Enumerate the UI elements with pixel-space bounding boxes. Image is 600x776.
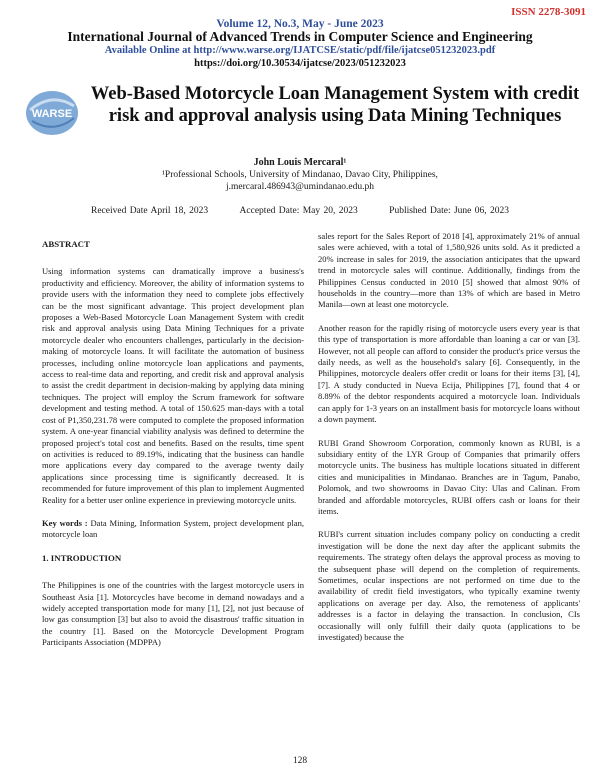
left-column — [42, 233, 304, 661]
paragraph: RUBI Grand Showroom Corporation, commonly known as RUBI, is a subsidiary entity of the LYR Group of Companies that primarily offers motorcycle units. The business has multiple locations situated in different cities and municipalities in Mindanao. Branches are in Tagum, Panabo, Polomok, and two showrooms in Davao City: Ulas and Calinan. From branded and affordable motorcycles, RUBI offers cash or loans for their items. — [318, 437, 580, 516]
logo-text: WARSE — [31, 108, 73, 120]
issn: ISSN 2278-3091 — [511, 6, 586, 18]
keywords-label: Key words : — [42, 517, 88, 528]
author-email: j.mercaral.486943@umindanao.edu.ph — [225, 182, 375, 192]
doi-link[interactable]: https://doi.org/10.30534/ijatcse/2023/051232023 — [194, 58, 406, 69]
journal-name: International Journal of Advanced Trends in Computer Science and Engineering — [67, 29, 533, 44]
intro-heading: 1. INTRODUCTION — [42, 552, 122, 563]
availability-link[interactable]: Available Online at http://www.warse.org/IJATCSE/static/pdf/file/ijatcse051232023.pdf — [104, 45, 496, 56]
dates-line — [0, 206, 600, 216]
paragraph: Another reason for the rapidly rising of motorcycle users every year is that this type of transportation is more affordable than loaning a car or van [3]. However, not all people can afford to consider the product's price versus the daily needs, as well as the household's salary [6]. Consequently, in the Philippines, motorcycle dealers offer credit or loans for their items [3], [4], [7]. A study conducted in Nueva Ecija, Philippines [7], found that 4 or 8.89% of the debtor respondents acquired a motorcycle loan. Individuals can apply for 1-3 years on an installment basis for motorcycle loans without a down payment. — [318, 322, 580, 425]
paragraph: sales report for the Sales Report of 2018 [4], approximately 21% of annual sales were achieved, with a total of 1,580,926 units sold. As it predicted a 20% increase in sales for 2019, the association anticipates that the upward trend in motorcycle sales will continue. Additionally, findings from the Philippines Census conducted in 2010 [5] showed that almost 90% of households in the country—more than 13% of which are based in Metro Manila—own at least one motorcycle. — [318, 231, 580, 310]
received-date: Received Date April 18, 2023 — [90, 206, 209, 216]
paragraph: RUBI's current situation includes company policy on conducting a credit investigation will be done the next day after the applicant submits the requirements. The strategy often delays the approval process as moving to the subsequent phase will depend on the completion of requirements. Sometimes, ocular inspections are not performed on time due to the availability of credit field investigators, who typically examine twenty applications on average per day. Also, the remoteness of applicants' addresses is a factor in delaying the transaction. In conclusion, CIs occasionally will only fulfill their daily quota (applications to be investigated) because the — [318, 529, 580, 642]
warse-logo — [24, 88, 80, 138]
affiliation — [0, 169, 600, 193]
page-number: 128 — [292, 756, 308, 766]
paper-title: Web-Based Motorcycle Loan Management System with credit risk and approval analysis using Data Mining Techniques — [90, 84, 580, 126]
accepted-date: Accepted Date: May 20, 2023 — [239, 206, 358, 216]
published-date: Published Date: June 06, 2023 — [389, 206, 509, 216]
author: John Louis Mercaral¹ — [253, 157, 347, 168]
intro-text: The Philippines is one of the countries with the largest motorcycle users in Southeast Asia [1]. Motorcycles have become in demand nowadays and a widely accepted transportation mode for many [1], [2], not just because of low gas consumption [3] but also to avoid the disastrous' traffic situation in the country [1]. Based on the Motorcycle Development Program Participants Association (MDPPA) — [42, 580, 304, 648]
volume-line: Volume 12, No.3, May - June 2023 — [216, 18, 384, 30]
right-column — [318, 231, 580, 655]
keywords — [42, 518, 304, 541]
abstract-text: Using information systems can dramatically improve a business's productivity and efficiency. Moreover, the ability of information systems to provide users with the information they need to complete jobs effectively can be the most significant advantage. This project development plan proposes a Web-Based Motorcycle Loan Management System with credit risk and approval analysis using Data Mining Techniques for a private motorcycle dealer who encounters challenges, particularly in the decision-making of motorcycle loans. It will facilitate the automation of business processes, including online motorcycle loan applications and payments, access to real-time data and reporting, and credit risk and approval analysis to assist the credit department in decision-making by applying data mining techniques. The project will employ the Scrum framework for software development and testing method. A total of 150.625 man-days with a total cost of P1,350,231.78 were computed to complete the proposed information system. A one-year financial viability analysis was defined to determine the proposed project's total cost and benefits. Based on the results, time spent on activities is reduced to 89.19%, indicating that the business can handle more applications every day compared to the average twenty daily applications since processing time is significantly decreased. It is recommended for future improvement of this plan to implement Augmented Reality for a better user online experience in previewing motorcycle units. — [42, 266, 304, 505]
abstract-heading: ABSTRACT — [42, 239, 90, 249]
keywords-text: Data Mining, Information System, project development plan, motorcycle loan — [42, 517, 304, 540]
affiliation-line: ¹Professional Schools, University of Mindanao, Davao City, Philippines, — [162, 170, 438, 180]
